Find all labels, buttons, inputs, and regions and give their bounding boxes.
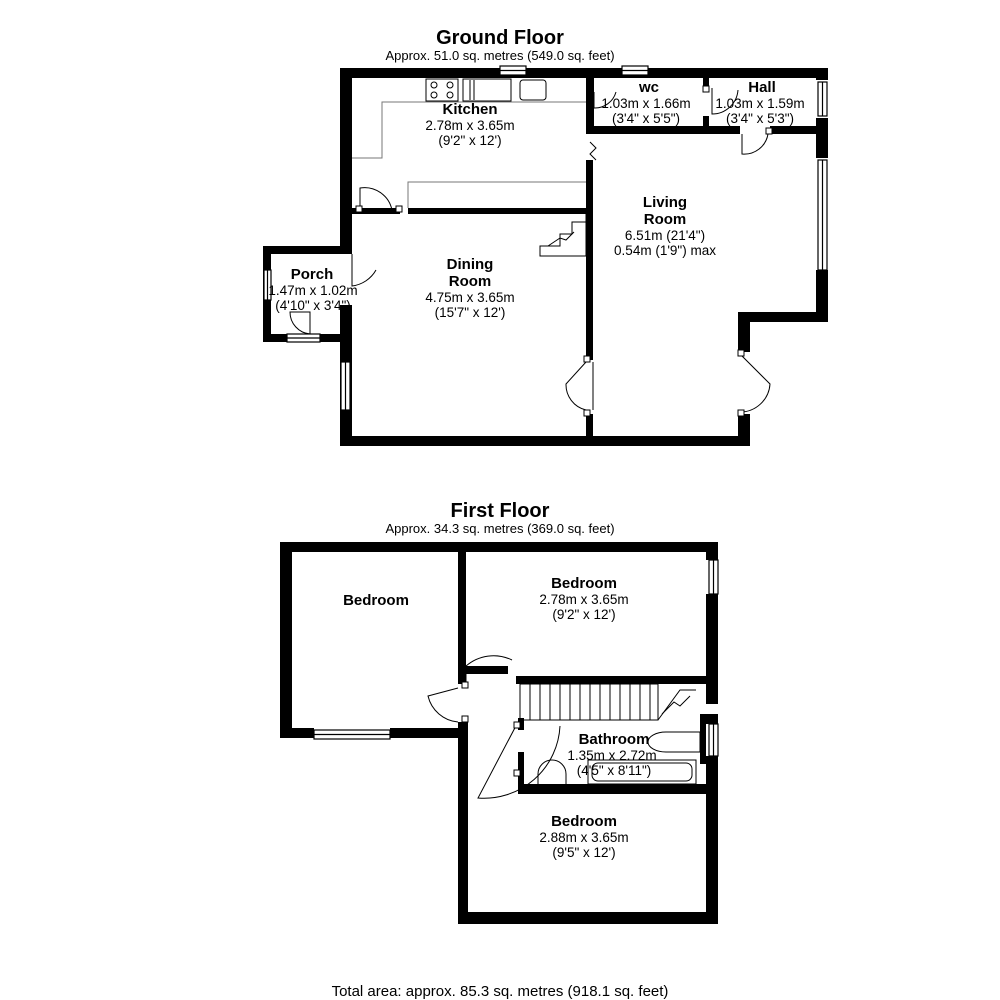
bedroom-bottom-label [539,813,628,860]
living-room-name-1: Living [642,194,688,211]
dining-room-dim-ft: (15'7" x 12') [434,305,506,320]
living-room-name-2: Room [643,211,687,228]
ground-floor-title: Ground Floor [436,27,564,49]
bedroom-left-name: Bedroom [343,592,409,609]
bedroom-top-dim-m: 2.78m x 3.65m [539,592,629,607]
living-room-label [614,194,716,258]
wc-name: wc [638,79,660,96]
total-area: Total area: approx. 85.3 sq. metres (918.1 sq. feet) [331,983,669,1000]
porch-name: Porch [290,266,334,283]
hall-dim-m: 1.03m x 1.59m [715,96,805,111]
bedroom-bottom-name: Bedroom [551,813,617,830]
bathroom-dim-m: 1.35m x 2.72m [567,748,657,763]
hall-dim-ft: (3'4" x 5'3") [725,111,795,126]
ground-floor [263,27,828,446]
porch-label [268,266,357,313]
dining-room-label [425,256,514,320]
bedroom-top-name: Bedroom [551,575,617,592]
kitchen-dim-ft: (9'2" x 12') [438,133,502,148]
kitchen-label [425,101,514,148]
dining-room-name-1: Dining [446,256,494,273]
wc-dim-ft: (3'4" x 5'5") [611,111,681,126]
living-room-dim-ft: 0.54m (1'9") max [614,243,716,258]
hall-label [715,79,804,126]
kitchen-dim-m: 2.78m x 3.65m [425,118,515,133]
hall-name: Hall [748,79,776,96]
wc-label [601,79,690,126]
bedroom-top-label [539,575,628,622]
porch-dim-ft: (4'10" x 3'4") [275,298,351,313]
bedroom-left-label [343,592,409,609]
bathroom-label [567,731,656,778]
bathroom-dim-ft: (4'5" x 8'11") [576,763,652,778]
porch-dim-m: 1.47m x 1.02m [268,283,358,298]
first-stairs [520,684,696,720]
bedroom-bottom-dim-ft: (9'5" x 12') [552,845,616,860]
bedroom-bottom-dim-m: 2.88m x 3.65m [539,830,629,845]
bathroom-name: Bathroom [578,731,650,748]
wc-dim-m: 1.03m x 1.66m [601,96,691,111]
dining-room-name-2: Room [448,273,492,290]
ground-stairs [540,214,586,256]
bedroom-top-dim-ft: (9'2" x 12') [552,607,616,622]
kitchen-name: Kitchen [442,101,498,118]
dining-room-dim-m: 4.75m x 3.65m [425,290,515,305]
first-floor-area: Approx. 34.3 sq. metres (369.0 sq. feet) [385,521,615,536]
first-floor-title: First Floor [450,500,550,522]
living-room-dim-m: 6.51m (21'4") [624,228,706,243]
first-floor [280,500,718,924]
ground-floor-area: Approx. 51.0 sq. metres (549.0 sq. feet) [385,48,615,63]
